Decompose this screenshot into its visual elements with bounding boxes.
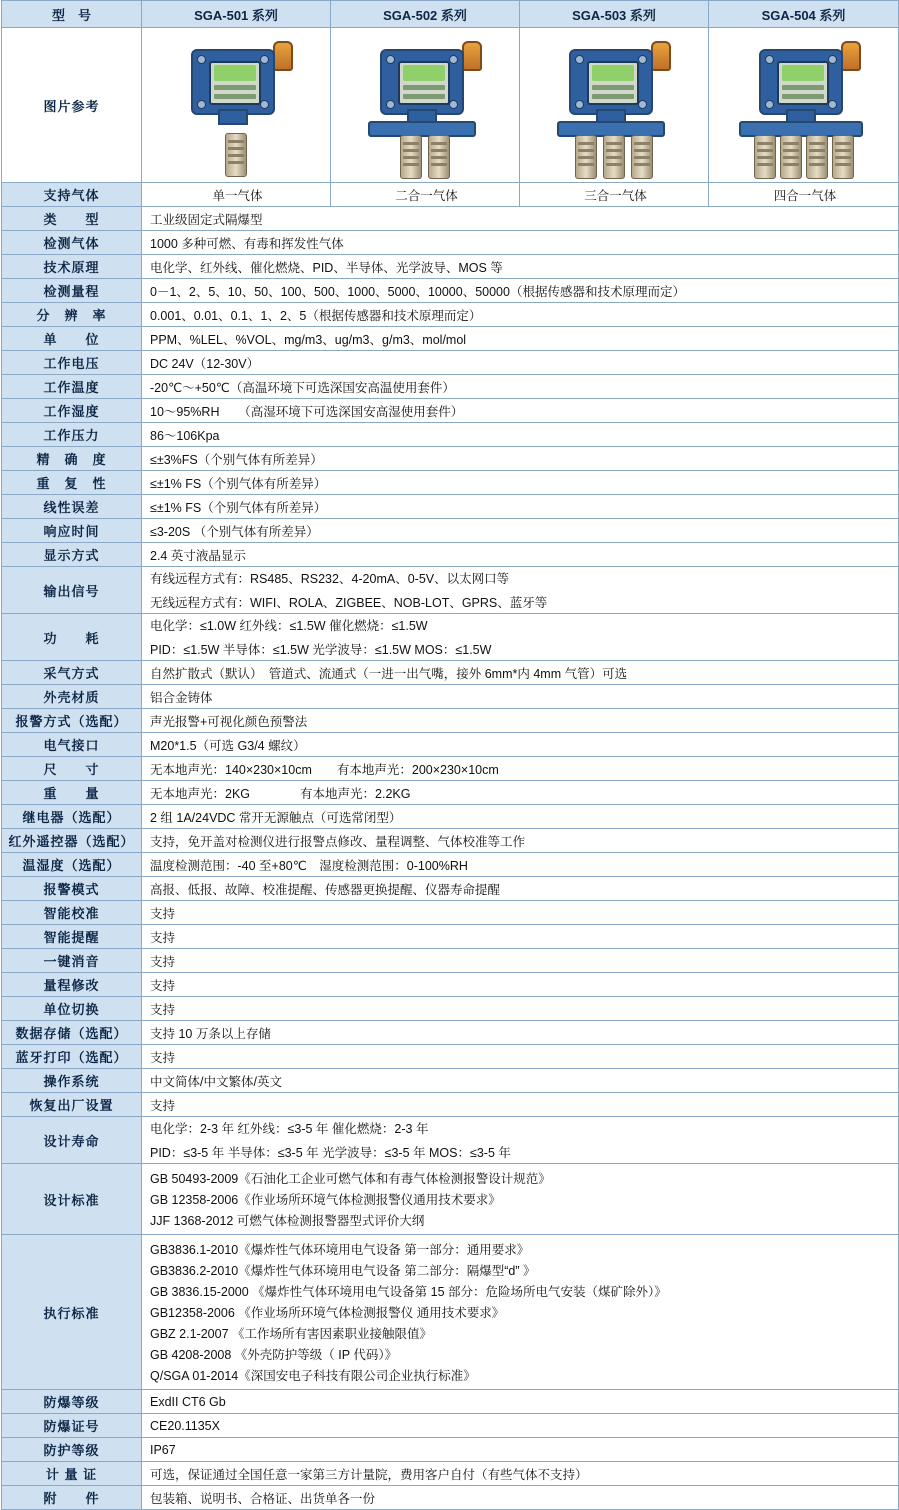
output-signal-line-1: 有线远程方式有：RS485、RS232、4-20mA、0-5V、以太网口等 bbox=[150, 572, 510, 586]
spec-label: 线性误差 bbox=[2, 495, 142, 519]
spec-label: 防爆等级 bbox=[2, 1390, 142, 1414]
spec-label: 工作压力 bbox=[2, 423, 142, 447]
lifetime-item: 电化学：2-3 年 bbox=[150, 1122, 235, 1136]
sensor-probe-icon bbox=[603, 135, 625, 179]
spec-label: 报警方式（选配） bbox=[2, 709, 142, 733]
spec-value: 无本地声光：140×230×10cm 有本地声光：200×230×10cm bbox=[142, 757, 899, 781]
spec-value: -20℃～+50℃（高温环境下可选深国安高温使用套件） bbox=[142, 375, 899, 399]
lifetime-item: MOS：≤3-5 年 bbox=[429, 1146, 511, 1160]
spec-label: 智能提醒 bbox=[2, 925, 142, 949]
output-signal-line-2: 无线远程方式有：WIFI、ROLA、ZIGBEE、NOB-LOT、GPRS、蓝牙等 bbox=[150, 596, 548, 610]
design-standard-line: JJF 1368-2012 可燃气体检测报警器型式评价大纲 bbox=[150, 1214, 425, 1228]
spec-value: ≤±1% FS（个别气体有所差异） bbox=[142, 495, 899, 519]
spec-row bbox=[2, 495, 899, 519]
device-image-4 bbox=[709, 28, 899, 183]
spec-row bbox=[2, 519, 899, 543]
spec-row bbox=[2, 1486, 899, 1510]
sensor-probe-icon bbox=[780, 135, 802, 179]
spec-label: 量程修改 bbox=[2, 973, 142, 997]
spec-value: 支持 bbox=[142, 997, 899, 1021]
device-image-2 bbox=[331, 28, 520, 183]
spec-value: 1000 多种可燃、有毒和挥发性气体 bbox=[142, 231, 899, 255]
spec-value: 电化学、红外线、催化燃烧、PID、半导体、光学波导、MOS 等 bbox=[142, 255, 899, 279]
spec-label: 单位切换 bbox=[2, 997, 142, 1021]
spec-value: 支持 bbox=[142, 901, 899, 925]
spec-row bbox=[2, 877, 899, 901]
spec-row bbox=[2, 1390, 899, 1414]
spec-row bbox=[2, 925, 899, 949]
header-model-4: SGA-504 系列 bbox=[709, 1, 899, 28]
spec-label: 温湿度（选配） bbox=[2, 853, 142, 877]
spec-value: ≤±1% FS（个别气体有所差异） bbox=[142, 471, 899, 495]
spec-value: 可选，保证通过全国任意一家第三方计量院，费用客户自付（有些气体不支持） bbox=[142, 1462, 899, 1486]
spec-label: 附 件 bbox=[2, 1486, 142, 1510]
spec-row bbox=[2, 375, 899, 399]
sensor-probe-icon bbox=[832, 135, 854, 179]
spec-value: 支持 bbox=[142, 925, 899, 949]
spec-value: PPM、%LEL、%VOL、mg/m3、ug/m3、g/m3、mol/mol bbox=[142, 327, 899, 351]
spec-value: 中文简体/中文繁体/英文 bbox=[142, 1069, 899, 1093]
spec-row bbox=[2, 1438, 899, 1462]
sensor-probe-icon bbox=[806, 135, 828, 179]
spec-label: 防爆证号 bbox=[2, 1414, 142, 1438]
spec-row bbox=[2, 207, 899, 231]
spec-label: 恢复出厂设置 bbox=[2, 1093, 142, 1117]
spec-row bbox=[2, 661, 899, 685]
header-model-2: SGA-502 系列 bbox=[331, 1, 520, 28]
spec-value: 温度检测范围：-40 至+80℃ 湿度检测范围：0-100%RH bbox=[142, 853, 899, 877]
spec-value: 支持 bbox=[142, 949, 899, 973]
power-item: 电化学：≤1.0W bbox=[150, 619, 237, 633]
spec-label: 采气方式 bbox=[2, 661, 142, 685]
lifetime-label: 设计寿命 bbox=[2, 1117, 142, 1164]
power-item: MOS：≤1.5W bbox=[414, 643, 492, 657]
spec-label: 精 确 度 bbox=[2, 447, 142, 471]
alarm-lamp-icon bbox=[462, 41, 482, 71]
spec-label: 操作系统 bbox=[2, 1069, 142, 1093]
spec-row bbox=[2, 757, 899, 781]
lifetime-item: PID：≤3-5 年 bbox=[150, 1146, 225, 1160]
spec-row bbox=[2, 543, 899, 567]
spec-value: 支持 bbox=[142, 1045, 899, 1069]
spec-value: 声光报警+可视化颜色预警法 bbox=[142, 709, 899, 733]
spec-label: 报警模式 bbox=[2, 877, 142, 901]
detector-head-icon bbox=[191, 49, 275, 115]
spec-row bbox=[2, 829, 899, 853]
design-standard-value bbox=[142, 1164, 899, 1235]
spec-label: 类 型 bbox=[2, 207, 142, 231]
power-label: 功 耗 bbox=[2, 614, 142, 661]
spec-value: 工业级固定式隔爆型 bbox=[142, 207, 899, 231]
gas-support-value-1: 单一气体 bbox=[142, 183, 331, 207]
spec-value: 10～95%RH （高湿环境下可选深国安高湿使用套件） bbox=[142, 399, 899, 423]
spec-label: 重 量 bbox=[2, 781, 142, 805]
spec-value: 铝合金铸体 bbox=[142, 685, 899, 709]
spec-row bbox=[2, 685, 899, 709]
spec-label: 防护等级 bbox=[2, 1438, 142, 1462]
power-row bbox=[2, 614, 899, 661]
spec-value: CE20.1135X bbox=[142, 1414, 899, 1438]
lifetime-item: 红外线：≤3-5 年 bbox=[237, 1122, 329, 1136]
spec-label: 继电器（选配） bbox=[2, 805, 142, 829]
lifetime-line-2 bbox=[150, 1143, 893, 1161]
exec-standard-line: GB3836.1-2010《爆炸性气体环境用电气设备 第一部分：通用要求》 bbox=[150, 1243, 530, 1257]
power-item: 红外线：≤1.5W bbox=[239, 619, 326, 633]
power-item: 催化燃烧：≤1.5W bbox=[329, 619, 428, 633]
alarm-lamp-icon bbox=[841, 41, 861, 71]
spec-value: 无本地声光：2KG 有本地声光：2.2KG bbox=[142, 781, 899, 805]
lifetime-row bbox=[2, 1117, 899, 1164]
power-item: 光学波导：≤1.5W bbox=[312, 643, 411, 657]
exec-standard-line: GB 4208-2008 《外壳防护等级（ IP 代码）》 bbox=[150, 1348, 398, 1362]
gas-support-value-2: 二合一气体 bbox=[331, 183, 520, 207]
spec-value: 支持 10 万条以上存储 bbox=[142, 1021, 899, 1045]
display-screen-icon bbox=[587, 61, 639, 105]
power-line-1 bbox=[150, 616, 893, 634]
lifetime-value bbox=[142, 1117, 899, 1164]
design-standard-line: GB 12358-2006《作业场所环境气体检测报警仪通用技术要求》 bbox=[150, 1193, 501, 1207]
spec-value: ≤±3%FS（个别气体有所差异） bbox=[142, 447, 899, 471]
spec-label: 单 位 bbox=[2, 327, 142, 351]
output-signal-label: 输出信号 bbox=[2, 567, 142, 614]
spec-label: 检测量程 bbox=[2, 279, 142, 303]
image-reference-row bbox=[2, 28, 899, 183]
spec-label: 外壳材质 bbox=[2, 685, 142, 709]
lifetime-line-1 bbox=[150, 1119, 893, 1137]
spec-value: DC 24V（12-30V） bbox=[142, 351, 899, 375]
spec-table bbox=[1, 0, 899, 1510]
sensor-probe-icon bbox=[575, 135, 597, 179]
spec-row bbox=[2, 1045, 899, 1069]
exec-standard-line: GBZ 2.1-2007 《工作场所有害因素职业接触限值》 bbox=[150, 1327, 432, 1341]
spec-row bbox=[2, 279, 899, 303]
table-header-row bbox=[2, 1, 899, 28]
spec-label: 电气接口 bbox=[2, 733, 142, 757]
spec-label: 分 辨 率 bbox=[2, 303, 142, 327]
detector-head-icon bbox=[380, 49, 464, 115]
spec-row bbox=[2, 327, 899, 351]
spec-value: 0－1、2、5、10、50、100、500、1000、5000、10000、50000（根据传感器和技术原理而定） bbox=[142, 279, 899, 303]
device-image-1 bbox=[142, 28, 331, 183]
spec-row bbox=[2, 997, 899, 1021]
spec-row bbox=[2, 949, 899, 973]
image-reference-label: 图片参考 bbox=[2, 28, 142, 183]
alarm-lamp-icon bbox=[273, 41, 293, 71]
header-model-3: SGA-503 系列 bbox=[520, 1, 709, 28]
spec-value: 支持 bbox=[142, 1093, 899, 1117]
sensor-probe-icon bbox=[400, 135, 422, 179]
design-standard-row bbox=[2, 1164, 899, 1235]
exec-standard-value bbox=[142, 1235, 899, 1390]
spec-value: 0.001、0.01、0.1、1、2、5（根据传感器和技术原理而定） bbox=[142, 303, 899, 327]
spec-row bbox=[2, 231, 899, 255]
design-standard-line: GB 50493-2009《石油化工企业可燃气体和有毒气体检测报警设计规范》 bbox=[150, 1172, 551, 1186]
spec-label: 技术原理 bbox=[2, 255, 142, 279]
lifetime-item: 催化燃烧：2-3 年 bbox=[331, 1122, 429, 1136]
spec-row bbox=[2, 447, 899, 471]
spec-row bbox=[2, 1414, 899, 1438]
detector-head-icon bbox=[569, 49, 653, 115]
spec-value: 自然扩散式（默认） 管道式、流通式（一进一出气嘴，接外 6mm*内 4mm 气管）可选 bbox=[142, 661, 899, 685]
alarm-lamp-icon bbox=[651, 41, 671, 71]
exec-standard-line: GB12358-2006 《作业场所环境气体检测报警仪 通用技术要求》 bbox=[150, 1306, 505, 1320]
spec-value: IP67 bbox=[142, 1438, 899, 1462]
detector-head-icon bbox=[759, 49, 843, 115]
spec-row bbox=[2, 805, 899, 829]
spec-label: 蓝牙打印（选配） bbox=[2, 1045, 142, 1069]
power-item: PID：≤1.5W bbox=[150, 643, 220, 657]
sensor-probe-icon bbox=[225, 133, 247, 177]
gas-support-row bbox=[2, 183, 899, 207]
exec-standard-label: 执行标准 bbox=[2, 1235, 142, 1390]
device-image-3 bbox=[520, 28, 709, 183]
gas-support-value-4: 四合一气体 bbox=[709, 183, 899, 207]
spec-label: 数据存储（选配） bbox=[2, 1021, 142, 1045]
power-item: 半导体：≤1.5W bbox=[222, 643, 309, 657]
spec-row bbox=[2, 781, 899, 805]
exec-standard-line: GB3836.2-2010《爆炸性气体环境用电气设备 第二部分：隔爆型“d” 》 bbox=[150, 1264, 536, 1278]
gas-support-value-3: 三合一气体 bbox=[520, 183, 709, 207]
spec-label: 一键消音 bbox=[2, 949, 142, 973]
spec-row bbox=[2, 423, 899, 447]
header-model-1: SGA-501 系列 bbox=[142, 1, 331, 28]
spec-value: M20*1.5（可选 G3/4 螺纹） bbox=[142, 733, 899, 757]
spec-value: ExdII CT6 Gb bbox=[142, 1390, 899, 1414]
header-model-label: 型 号 bbox=[2, 1, 142, 28]
exec-standard-line: GB 3836.15-2000 《爆炸性气体环境用电气设备第 15 部分：危险场所电气安装（煤矿除外）》 bbox=[150, 1285, 667, 1299]
display-screen-icon bbox=[777, 61, 829, 105]
spec-row bbox=[2, 853, 899, 877]
spec-label: 响应时间 bbox=[2, 519, 142, 543]
output-signal-value bbox=[142, 567, 899, 614]
spec-label: 红外遥控器（选配） bbox=[2, 829, 142, 853]
power-line-2 bbox=[150, 640, 893, 658]
spec-label: 显示方式 bbox=[2, 543, 142, 567]
spec-value: 包装箱、说明书、合格证、出货单各一份 bbox=[142, 1486, 899, 1510]
sensor-probe-icon bbox=[428, 135, 450, 179]
spec-label: 工作电压 bbox=[2, 351, 142, 375]
lifetime-item: 半导体：≤3-5 年 bbox=[227, 1146, 319, 1160]
exec-standard-row bbox=[2, 1235, 899, 1390]
spec-row bbox=[2, 973, 899, 997]
display-screen-icon bbox=[398, 61, 450, 105]
sensor-probe-icon bbox=[754, 135, 776, 179]
spec-value: 2 组 1A/24VDC 常开无源触点（可选常闭型） bbox=[142, 805, 899, 829]
spec-value: 支持 bbox=[142, 973, 899, 997]
power-value bbox=[142, 614, 899, 661]
spec-row bbox=[2, 255, 899, 279]
spec-value: 高报、低报、故障、校准提醒、传感器更换提醒、仪器寿命提醒 bbox=[142, 877, 899, 901]
gas-support-label: 支持气体 bbox=[2, 183, 142, 207]
spec-row bbox=[2, 1069, 899, 1093]
spec-value: 2.4 英寸液晶显示 bbox=[142, 543, 899, 567]
output-signal-row bbox=[2, 567, 899, 614]
lifetime-item: 光学波导：≤3-5 年 bbox=[322, 1146, 426, 1160]
spec-row bbox=[2, 1462, 899, 1486]
spec-row bbox=[2, 399, 899, 423]
spec-label: 检测气体 bbox=[2, 231, 142, 255]
exec-standard-line: Q/SGA 01-2014《深国安电子科技有限公司企业执行标准》 bbox=[150, 1369, 476, 1383]
spec-row bbox=[2, 351, 899, 375]
spec-row bbox=[2, 303, 899, 327]
spec-label: 工作湿度 bbox=[2, 399, 142, 423]
spec-label: 工作温度 bbox=[2, 375, 142, 399]
spec-row bbox=[2, 709, 899, 733]
spec-label: 智能校准 bbox=[2, 901, 142, 925]
spec-row bbox=[2, 733, 899, 757]
display-screen-icon bbox=[209, 61, 261, 105]
spec-label: 重 复 性 bbox=[2, 471, 142, 495]
sensor-probe-icon bbox=[631, 135, 653, 179]
spec-row bbox=[2, 471, 899, 495]
spec-value: 支持，免开盖对检测仪进行报警点修改、量程调整、气体校准等工作 bbox=[142, 829, 899, 853]
spec-row bbox=[2, 901, 899, 925]
spec-row bbox=[2, 1021, 899, 1045]
spec-label: 计 量 证 bbox=[2, 1462, 142, 1486]
spec-label: 尺 寸 bbox=[2, 757, 142, 781]
spec-value: 86～106Kpa bbox=[142, 423, 899, 447]
spec-value: ≤3-20S （个别气体有所差异） bbox=[142, 519, 899, 543]
design-standard-label: 设计标准 bbox=[2, 1164, 142, 1235]
spec-row bbox=[2, 1093, 899, 1117]
